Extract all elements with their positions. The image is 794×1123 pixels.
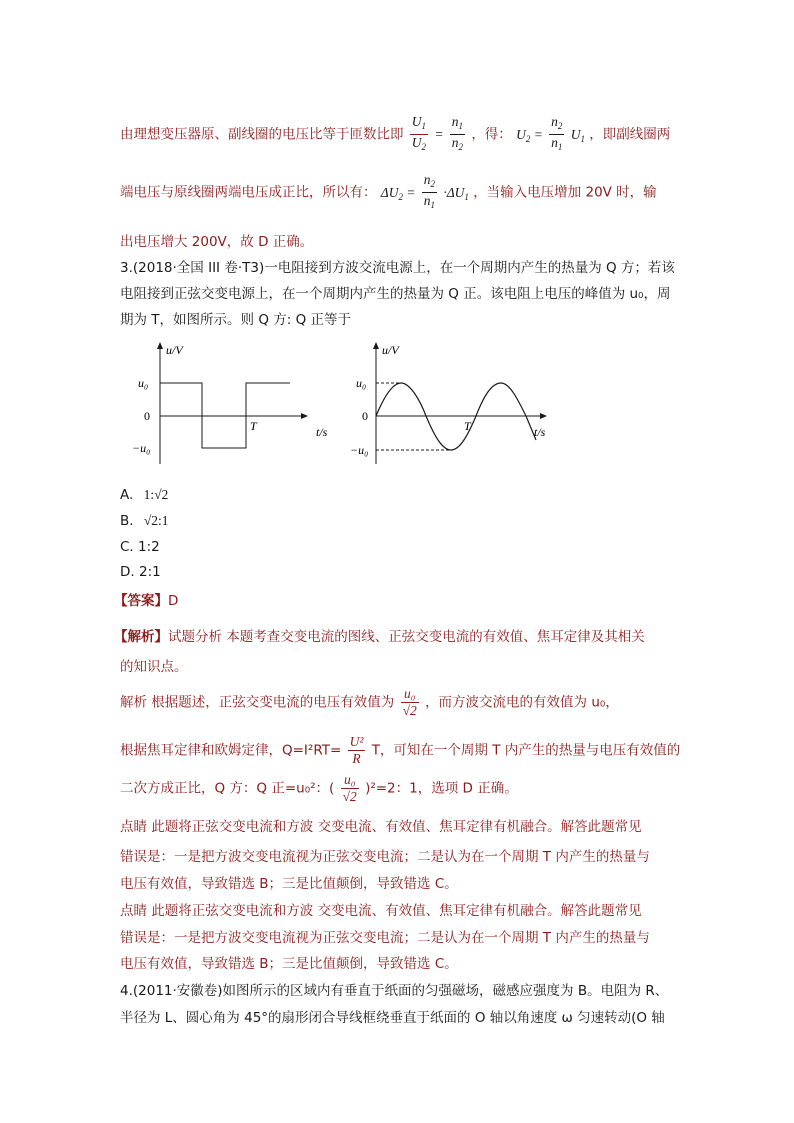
option-d[interactable]: D. 2:1 bbox=[120, 564, 161, 580]
note-2-line-1: 点睛 此题将正弦交变电流和方波 交变电流、有效值、焦耳定律有机融合。解答此题常见 bbox=[120, 903, 642, 919]
answer-line: 【答案】D bbox=[114, 593, 179, 609]
text: 由理想变压器原、副线圈的电压比等于匝数比即 bbox=[120, 126, 404, 143]
question-3-line-1: 3.(2018·全国 III 卷·T3)一电阻接到方波交流电源上，在一个周期内产生的热量为 Q 方；若该 bbox=[120, 260, 675, 276]
question-3-line-2: 电阻接到正弦交变电源上，在一个周期内产生的热量为 Q 正。该电阻上电压的峰值为 u₀，周 bbox=[120, 286, 671, 302]
question-3-line-3: 期为 T，如图所示。则 Q 方: Q 正等于 bbox=[120, 312, 352, 328]
question-4-line-2: 半径为 L、圆心角为 45°的扇形闭合导线框绕垂直于纸面的 O 轴以角速度 ω 匀速转动(O 轴 bbox=[120, 1010, 665, 1026]
y-arrow-2 bbox=[373, 342, 379, 349]
fraction-n2-n1: $\frac{n_2}{n_1}$ bbox=[551, 114, 563, 152]
u0-label: u₀ bbox=[138, 376, 149, 390]
para-line-1: 由理想变压器原、副线圈的电压比等于匝数比即 $\frac{U_1}{U_2}$ = $\frac{n_1}{n_2}$ ，得： $U_2$ = $\frac{n_2}{n_1}$ $U_1$ ，即副线圈两 bbox=[120, 114, 670, 155]
sine-wave-graph bbox=[350, 342, 547, 464]
x-arrow bbox=[301, 413, 308, 419]
analysis-line-1: 【解析】试题分析 本题考查交变电流的图线、正弦交变电流的有效值、焦耳定律及其相关 bbox=[114, 629, 645, 645]
neg-u0-label: −u₀ bbox=[132, 441, 151, 455]
neg-u0-label-2: −u₀ bbox=[350, 443, 369, 457]
analysis-line-5: 二次方成正比，Q 方：Q 正=u₀²：( $\frac{\text{u₀}}{√2}$ )²=2：1，选项 D 正确。 bbox=[120, 772, 518, 804]
note-1-line-1: 点睛 此题将正弦交变电流和方波 交变电流、有效值、焦耳定律有机融合。解答此题常见 bbox=[120, 819, 642, 835]
y-label-2: u/V bbox=[382, 343, 399, 357]
fraction-u0-sqrt2: $\frac{\text{u₀}}{√2}$ bbox=[402, 686, 417, 718]
note-2-line-3: 电压有效值，导致错选 B；三是比值颠倒，导致错选 C。 bbox=[120, 956, 458, 972]
t-label-2: T bbox=[464, 419, 471, 433]
square-wave-graph bbox=[132, 342, 328, 464]
t-label: T bbox=[250, 419, 257, 433]
note-1-line-3: 电压有效值，导致错选 B；三是比值颠倒，导致错选 C。 bbox=[120, 876, 458, 892]
note-1-line-2: 错误是：一是把方波交变电流视为正弦交变电流；二是认为在一个周期 T 内产生的热量与 bbox=[120, 849, 650, 865]
option-a[interactable]: A. 1:√2 bbox=[120, 487, 169, 503]
x-label-2: t/s bbox=[534, 425, 546, 439]
option-b[interactable]: B. √2:1 bbox=[120, 513, 169, 529]
x-label: t/s bbox=[316, 425, 328, 439]
waveform-figures bbox=[130, 340, 570, 480]
fraction-u1-u2: $\frac{U_1}{U_2}$ bbox=[411, 114, 427, 152]
analysis-line-2: 的知识点。 bbox=[120, 659, 188, 675]
y-label: u/V bbox=[166, 343, 183, 357]
formula-u2: $U_2$ = bbox=[516, 126, 543, 144]
analysis-line-3: 解析 根据题述，正弦交变电流的电压有效值为 $\frac{\text{u₀}}{√2}$ ，而方波交流电的有效值为 u₀， bbox=[120, 686, 619, 718]
para-line-3: 出电压增大 200V，故 D 正确。 bbox=[120, 234, 314, 250]
fraction-u0-sqrt2-b: $\frac{\text{u₀}}{√2}$ bbox=[342, 772, 357, 804]
note-2-line-2: 错误是：一是把方波交变电流视为正弦交变电流；二是认为在一个周期 T 内产生的热量与 bbox=[120, 930, 650, 946]
u0-label-2: u₀ bbox=[356, 376, 367, 390]
fraction-n2-n1-b: $\frac{n_2}{n_1}$ bbox=[423, 172, 436, 210]
zero-label-2: 0 bbox=[362, 409, 368, 423]
para-line-2: 端电压与原线圈两端电压成正比，所以有： $\Delta U_2$ = $\frac{n_2}{n_1}$ $\cdot\Delta U_1$ ，当输入电压增加 20V 时，输 bbox=[120, 172, 657, 213]
analysis-line-4: 根据焦耳定律和欧姆定律，Q=I²RT= $\frac{\text{U²}}{R}$ T，可知在一个周期 T 内产生的热量与电压有效值的 bbox=[120, 734, 681, 766]
question-4-line-1: 4.(2011·安徽卷)如图所示的区域内有垂直于纸面的匀强磁场，磁感应强度为 B。电阻为 R、 bbox=[120, 983, 669, 999]
option-c[interactable]: C. 1:2 bbox=[120, 539, 160, 555]
fraction-n1-n2: $\frac{n_1}{n_2}$ bbox=[451, 114, 464, 152]
y-arrow bbox=[157, 342, 163, 349]
zero-label: 0 bbox=[144, 409, 150, 423]
x-arrow-2 bbox=[540, 413, 547, 419]
fraction-u2-r: $\frac{\text{U²}}{R}$ bbox=[349, 734, 364, 766]
